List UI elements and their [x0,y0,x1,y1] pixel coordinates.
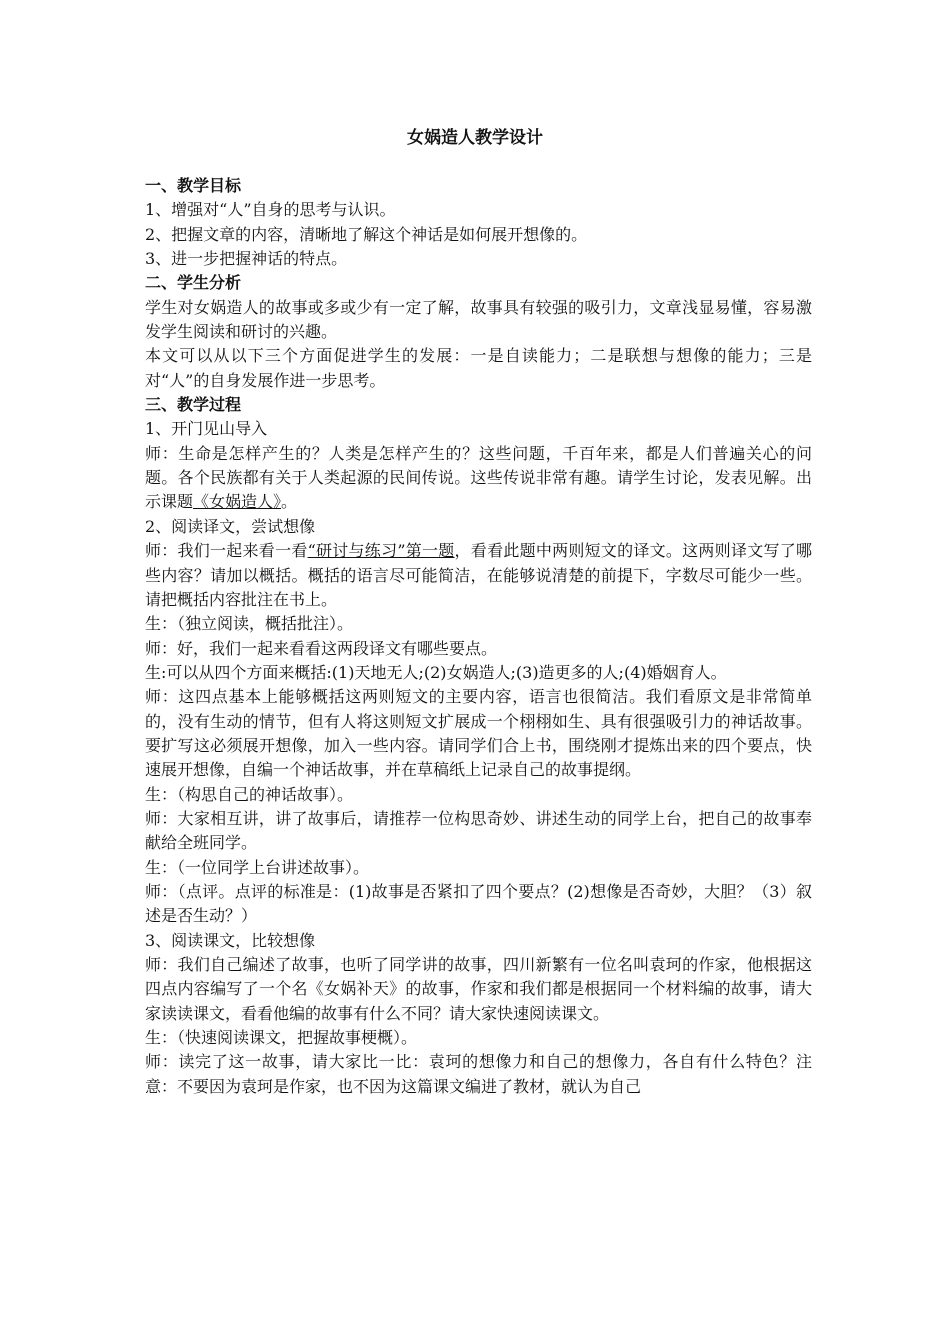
paragraph: 师：这四点基本上能够概括这两则短文的主要内容，语言也很简洁。我们看原文是非常简单的，没有生动的情节，但有人将这则短文扩展成一个栩栩如生、具有很强吸引力的神话故事。要扩写这必须展开想像，加入一些内容。请同学们合上书，围绕刚才提炼出来的四个要点，快速展开想像，自编一个神话故事，并在草稿纸上记录自己的故事提纲。 [145,687,812,780]
section-heading-students: 二、学生分析 [145,273,242,293]
exercise-reference-underlined: “研讨与练习”第一题 [307,541,455,561]
paragraph: 师：（点评。点评的标准是：(1)故事是否紧扣了四个要点？(2)想像是否奇妙，大胆？（3）叙述是否生动？） [145,881,812,926]
paragraph: 生：（快速阅读课文，把握故事梗概）。 [145,1028,418,1048]
goal-item: 1、增强对“人”自身的思考与认识。 [145,200,396,220]
paragraph [145,442,812,515]
paragraph: 本文可以从以下三个方面促进学生的发展：一是自读能力；二是联想与想像的能力；三是对“人”的自身发展作进一步思考。 [145,346,812,390]
paragraph: 生:可以从四个方面来概括:(1)天地无人;(2)女娲造人;(3)造更多的人;(4)婚姻育人。 [145,662,727,682]
paragraph: 师：读完了这一故事，请大家比一比：袁珂的想像力和自己的想像力，各自有什么特色？注意：不要因为袁珂是作家，也不因为这篇课文编进了教材，就认为自己 [145,1052,812,1096]
goal-item: 3、进一步把握神话的特点。 [145,249,348,269]
step-heading: 1、开门见山导入 [145,419,268,439]
paragraph [145,539,812,612]
paragraph: 生：（构思自己的神话故事）。 [145,784,354,804]
document-title: 女娲造人教学设计 [407,128,543,148]
paragraph: 生：（一位同学上台讲述故事）。 [145,857,370,877]
paragraph: 师：好，我们一起来看看这两段译文有哪些要点。 [145,638,498,658]
step-heading: 3、阅读课文，比较想像 [145,930,316,950]
paragraph-text: 师：我们一起来看一看 [145,541,308,561]
paragraph: 师：大家相互讲，讲了故事后，请推荐一位构思奇妙、讲述生动的同学上台，把自己的故事奉献给全班同学。 [145,808,812,853]
paragraph: 生：（独立阅读，概括批注）。 [145,614,354,634]
lesson-title-underlined: 《女娲造人》 [193,492,282,512]
goal-item: 2、把握文章的内容，清晰地了解这个神话是如何展开想像的。 [145,224,588,244]
paragraph-text: 师：生命是怎样产生的？人类是怎样产生的？这些问题，千百年来，都是人们普遍关心的问题。各个民族都有关于人类起源的民间传说。这些传说非常有趣。请学生讨论，发表见解。出示课题 [145,443,812,512]
section-heading-goals: 一、教学目标 [145,176,242,195]
paragraph-text: ，看看此题中两则短文的译文。这两则译文写了哪些内容？请加以概括。概括的语言尽可能简洁，在能够说清楚的前提下，字数尽可能少一些。请把概括内容批注在书上。 [145,541,812,609]
section-heading-process: 三、教学过程 [145,395,242,415]
paragraph-text: 。 [281,492,298,512]
paragraph: 学生对女娲造人的故事或多或少有一定了解，故事具有较强的吸引力，文章浅显易懂，容易激发学生阅读和研讨的兴趣。 [145,297,812,342]
document-body [145,174,812,1099]
step-heading: 2、阅读译文，尝试想像 [145,516,316,536]
paragraph: 师：我们自己编述了故事，也听了同学讲的故事，四川新繁有一位名叫袁珂的作家，他根据这四点内容编写了一个名《女娲补天》的故事，作家和我们都是根据同一个材料编的故事，请大家读读课文，看看他编的故事有什么不同？请大家快速阅读课文。 [145,955,812,1023]
